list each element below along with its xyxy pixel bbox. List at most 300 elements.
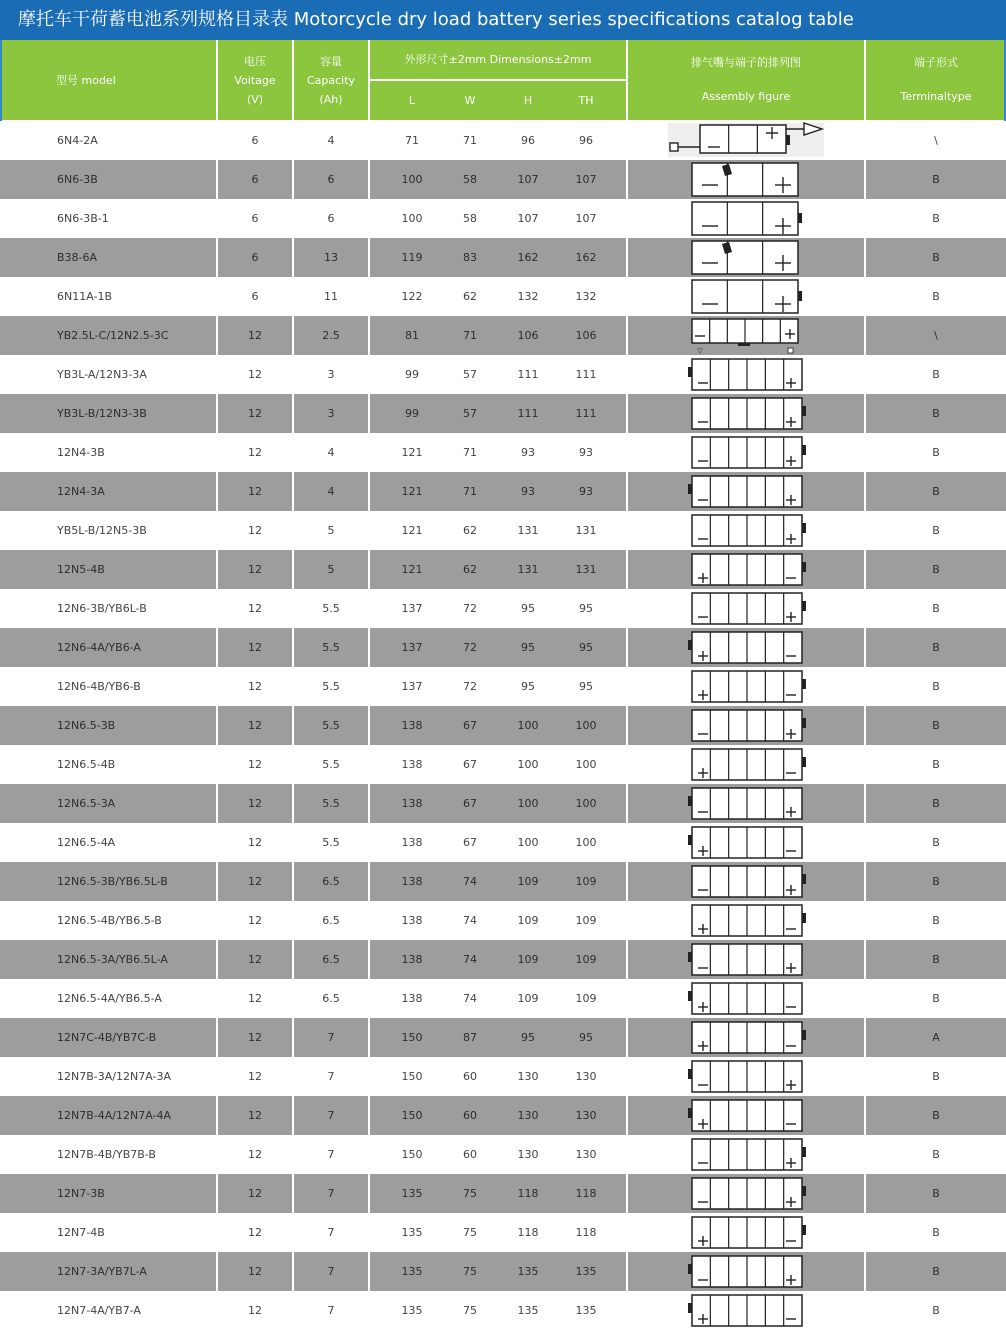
cell-height: 100 (517, 719, 539, 732)
assembly-figure (628, 1213, 864, 1252)
column-divider (292, 1291, 294, 1330)
cell-total-height: 130 (575, 1109, 597, 1122)
cell-length: 121 (401, 485, 423, 498)
cell-length: 122 (401, 290, 423, 303)
assembly-figure-svg (628, 706, 864, 745)
assembly-figure (628, 862, 864, 901)
header-dim-h: H (523, 94, 533, 107)
header-dim-th: TH (578, 94, 594, 107)
column-divider (368, 979, 370, 1018)
cell-terminal: B (932, 251, 940, 264)
cell-model: 12N4-3B (57, 446, 105, 459)
header-terminal-cn: 端子形式 (914, 56, 958, 69)
cell-terminal: B (932, 485, 940, 498)
table-row (0, 1135, 1006, 1174)
column-divider (216, 472, 218, 511)
cell-voltage: 12 (248, 1187, 262, 1200)
cell-length: 137 (401, 602, 423, 615)
column-divider (216, 1252, 218, 1291)
cell-capacity: 6.5 (322, 875, 340, 888)
cell-terminal: B (932, 524, 940, 537)
assembly-figure (628, 160, 864, 199)
cell-capacity: 11 (324, 290, 338, 303)
cell-height: 100 (517, 797, 539, 810)
cell-height: 131 (517, 524, 539, 537)
column-divider (368, 901, 370, 940)
cell-length: 150 (401, 1031, 423, 1044)
table-row (0, 1018, 1006, 1057)
column-divider (864, 1252, 866, 1291)
cell-model: 12N7-4A/YB7-A (57, 1304, 141, 1317)
assembly-figure (628, 1057, 864, 1096)
assembly-figure (628, 277, 864, 316)
column-divider (216, 277, 218, 316)
table-row (0, 706, 1006, 745)
cell-total-height: 131 (575, 524, 597, 537)
column-divider (864, 1018, 866, 1057)
table-row (0, 823, 1006, 862)
column-divider (864, 745, 866, 784)
cell-width: 72 (463, 680, 477, 693)
header-capacity-unit: (Ah) (319, 92, 343, 106)
cell-width: 67 (463, 836, 477, 849)
cell-capacity: 5 (327, 524, 335, 537)
header-voltage-unit: (V) (246, 92, 264, 106)
cell-total-height: 109 (575, 914, 597, 927)
cell-length: 150 (401, 1148, 423, 1161)
column-divider (368, 706, 370, 745)
header-dimensions-label: 外形尺寸±2mm Dimensions±2mm (404, 53, 592, 66)
cell-width: 75 (463, 1226, 477, 1239)
assembly-figure-svg (628, 160, 864, 199)
column-divider (292, 745, 294, 784)
header-dimensions (370, 40, 626, 79)
column-divider (368, 550, 370, 589)
table-row (0, 121, 1006, 160)
column-divider (292, 238, 294, 277)
column-divider (368, 316, 370, 355)
cell-height: 95 (521, 1031, 535, 1044)
column-divider (292, 979, 294, 1018)
cell-height: 118 (517, 1187, 539, 1200)
cell-terminal: B (932, 563, 940, 576)
cell-width: 74 (463, 992, 477, 1005)
column-divider (864, 1135, 866, 1174)
column-divider (292, 1057, 294, 1096)
assembly-figure-svg (628, 121, 864, 160)
cell-capacity: 7 (327, 1187, 335, 1200)
column-divider (292, 394, 294, 433)
cell-total-height: 95 (579, 641, 593, 654)
column-divider (292, 823, 294, 862)
cell-terminal: B (932, 875, 940, 888)
cell-terminal: B (932, 992, 940, 1005)
cell-capacity: 5.5 (322, 641, 340, 654)
cell-width: 75 (463, 1265, 477, 1278)
column-divider (216, 589, 218, 628)
cell-terminal: B (932, 173, 940, 186)
column-divider (292, 472, 294, 511)
assembly-figure (628, 394, 864, 433)
column-divider (368, 1213, 370, 1252)
assembly-figure (628, 979, 864, 1018)
svg-text:▽: ▽ (697, 347, 703, 355)
header-voltage-en: Voitage (234, 73, 276, 87)
table-row (0, 1174, 1006, 1213)
column-divider (216, 667, 218, 706)
cell-terminal: B (932, 446, 940, 459)
cell-height: 118 (517, 1226, 539, 1239)
column-divider (368, 628, 370, 667)
cell-total-height: 131 (575, 563, 597, 576)
cell-voltage: 12 (248, 914, 262, 927)
cell-height: 100 (517, 758, 539, 771)
cell-width: 71 (463, 485, 477, 498)
cell-voltage: 12 (248, 1031, 262, 1044)
assembly-figure (628, 511, 864, 550)
assembly-figure (628, 121, 864, 160)
table-row (0, 940, 1006, 979)
cell-terminal: B (932, 719, 940, 732)
cell-model: 6N11A-1B (57, 290, 113, 303)
assembly-figure-svg (628, 1174, 864, 1213)
cell-model: YB3L-A/12N3-3A (57, 368, 147, 381)
cell-height: 95 (521, 680, 535, 693)
cell-voltage: 12 (248, 446, 262, 459)
cell-width: 72 (463, 602, 477, 615)
column-divider (292, 784, 294, 823)
cell-height: 109 (517, 914, 539, 927)
column-divider (216, 511, 218, 550)
cell-model: 12N6-3B/YB6L-B (57, 602, 147, 615)
column-divider (864, 1291, 866, 1330)
column-divider (216, 238, 218, 277)
cell-capacity: 3 (327, 407, 335, 420)
table-row (0, 316, 1006, 355)
assembly-figure-svg (628, 1252, 864, 1291)
column-divider (368, 355, 370, 394)
cell-width: 75 (463, 1304, 477, 1317)
cell-capacity: 2.5 (322, 329, 340, 342)
table-row (0, 1096, 1006, 1135)
cell-model: 12N4-3A (57, 485, 105, 498)
cell-terminal: B (932, 797, 940, 810)
cell-capacity: 7 (327, 1265, 335, 1278)
column-divider (292, 862, 294, 901)
assembly-figure-svg (628, 238, 864, 277)
assembly-figure-svg (628, 862, 864, 901)
assembly-figure (628, 589, 864, 628)
cell-model: YB2.5L-C/12N2.5-3C (57, 329, 169, 342)
cell-terminal: B (932, 368, 940, 381)
column-divider (368, 199, 370, 238)
assembly-figure (628, 745, 864, 784)
assembly-figure-svg (628, 433, 864, 472)
header-terminal (866, 40, 1006, 120)
column-divider (864, 706, 866, 745)
assembly-figure-svg (628, 355, 864, 394)
column-divider (864, 901, 866, 940)
column-divider (864, 433, 866, 472)
column-divider (864, 472, 866, 511)
header-voltage (218, 40, 292, 120)
cell-total-height: 93 (579, 446, 593, 459)
cell-total-height: 100 (575, 758, 597, 771)
column-divider (864, 667, 866, 706)
cell-width: 71 (463, 329, 477, 342)
column-divider (368, 160, 370, 199)
assembly-figure-svg (628, 784, 864, 823)
cell-voltage: 12 (248, 875, 262, 888)
column-divider (292, 667, 294, 706)
column-divider (864, 160, 866, 199)
header-terminal-en: Terminaltype (900, 90, 972, 103)
column-divider (864, 511, 866, 550)
table-row (0, 472, 1006, 511)
cell-capacity: 4 (327, 446, 335, 459)
header-dim-cols (370, 81, 626, 120)
cell-height: 130 (517, 1148, 539, 1161)
cell-voltage: 12 (248, 368, 262, 381)
column-divider (216, 1096, 218, 1135)
cell-length: 138 (401, 914, 423, 927)
assembly-figure-svg (628, 823, 864, 862)
cell-total-height: 100 (575, 719, 597, 732)
column-divider (368, 433, 370, 472)
cell-voltage: 12 (248, 719, 262, 732)
cell-terminal: B (932, 1226, 940, 1239)
table-row (0, 667, 1006, 706)
column-divider (292, 121, 294, 160)
cell-total-height: 106 (575, 329, 597, 342)
cell-voltage: 6 (251, 290, 259, 303)
cell-length: 150 (401, 1070, 423, 1083)
cell-model: 6N4-2A (57, 134, 98, 147)
cell-total-height: 118 (575, 1226, 597, 1239)
header-model (0, 40, 216, 120)
column-divider (864, 940, 866, 979)
assembly-figure (628, 784, 864, 823)
column-divider (292, 277, 294, 316)
column-divider (368, 121, 370, 160)
column-divider (864, 1057, 866, 1096)
cell-model: 12N7C-4B/YB7C-B (57, 1031, 157, 1044)
table-row (0, 979, 1006, 1018)
cell-model: 12N7-3A/YB7L-A (57, 1265, 147, 1278)
cell-length: 135 (401, 1187, 423, 1200)
cell-model: YB5L-B/12N5-3B (57, 524, 147, 537)
cell-terminal: B (932, 407, 940, 420)
cell-total-height: 132 (575, 290, 597, 303)
cell-length: 138 (401, 719, 423, 732)
cell-total-height: 111 (575, 407, 597, 420)
cell-capacity: 6.5 (322, 953, 340, 966)
cell-terminal: B (932, 914, 940, 927)
cell-model: 12N6.5-4B (57, 758, 116, 771)
cell-voltage: 12 (248, 1265, 262, 1278)
cell-model: 12N6.5-4A/YB6.5-A (57, 992, 162, 1005)
column-divider (864, 979, 866, 1018)
cell-capacity: 5.5 (322, 758, 340, 771)
column-divider (368, 862, 370, 901)
assembly-figure-svg (628, 472, 864, 511)
cell-width: 62 (463, 563, 477, 576)
table-row (0, 628, 1006, 667)
cell-width: 60 (463, 1109, 477, 1122)
column-divider (292, 160, 294, 199)
cell-height: 96 (521, 134, 535, 147)
column-divider (368, 472, 370, 511)
cell-voltage: 12 (248, 953, 262, 966)
assembly-figure-svg (628, 1291, 864, 1330)
cell-voltage: 12 (248, 602, 262, 615)
column-divider (216, 901, 218, 940)
table-header (0, 40, 1006, 120)
cell-capacity: 5.5 (322, 602, 340, 615)
table-row (0, 1252, 1006, 1291)
cell-capacity: 7 (327, 1109, 335, 1122)
column-divider (292, 901, 294, 940)
column-divider (216, 706, 218, 745)
table-row (0, 1291, 1006, 1330)
table-row (0, 745, 1006, 784)
cell-capacity: 5.5 (322, 680, 340, 693)
assembly-figure-svg (628, 589, 864, 628)
column-divider (292, 1252, 294, 1291)
column-divider (292, 199, 294, 238)
header-voltage-cn: 电压 (244, 54, 266, 68)
cell-model: 12N6.5-4B/YB6.5-B (57, 914, 162, 927)
cell-total-height: 93 (579, 485, 593, 498)
cell-width: 75 (463, 1187, 477, 1200)
cell-terminal: B (932, 1070, 940, 1083)
assembly-figure-svg (628, 199, 864, 238)
cell-voltage: 12 (248, 407, 262, 420)
cell-voltage: 12 (248, 992, 262, 1005)
column-divider (216, 316, 218, 355)
cell-total-height: 107 (575, 173, 597, 186)
header-model-label: 型号 model (56, 73, 116, 87)
cell-total-height: 111 (575, 368, 597, 381)
cell-length: 137 (401, 641, 423, 654)
cell-model: B38-6A (57, 251, 98, 264)
table-row (0, 589, 1006, 628)
column-divider (368, 511, 370, 550)
column-divider (864, 550, 866, 589)
cell-width: 67 (463, 758, 477, 771)
column-divider (864, 1174, 866, 1213)
cell-capacity: 6 (327, 212, 335, 225)
column-divider (216, 433, 218, 472)
cell-voltage: 12 (248, 524, 262, 537)
column-divider (368, 1252, 370, 1291)
assembly-figure (628, 1135, 864, 1174)
column-divider (292, 1135, 294, 1174)
column-divider (368, 589, 370, 628)
column-divider (216, 199, 218, 238)
assembly-figure-svg (628, 1213, 864, 1252)
cell-length: 135 (401, 1265, 423, 1278)
cell-length: 150 (401, 1109, 423, 1122)
column-divider (368, 667, 370, 706)
cell-total-height: 100 (575, 836, 597, 849)
column-divider (216, 160, 218, 199)
cell-height: 162 (517, 251, 539, 264)
assembly-figure-svg (628, 394, 864, 433)
column-divider (216, 355, 218, 394)
column-divider (368, 1291, 370, 1330)
header-assembly-cn: 排气嘴与端子的排列图 (691, 56, 801, 69)
table-row (0, 550, 1006, 589)
cell-voltage: 12 (248, 680, 262, 693)
cell-height: 109 (517, 953, 539, 966)
column-divider (368, 784, 370, 823)
cell-width: 71 (463, 134, 477, 147)
column-divider (292, 628, 294, 667)
cell-capacity: 3 (327, 368, 335, 381)
header-assembly (628, 40, 864, 120)
cell-length: 138 (401, 758, 423, 771)
cell-voltage: 12 (248, 836, 262, 849)
assembly-figure-svg (628, 901, 864, 940)
column-divider (368, 1135, 370, 1174)
column-divider (216, 394, 218, 433)
assembly-figure (628, 1174, 864, 1213)
cell-height: 107 (517, 212, 539, 225)
table-row (0, 355, 1006, 394)
cell-total-height: 95 (579, 602, 593, 615)
cell-capacity: 5.5 (322, 836, 340, 849)
column-divider (368, 1174, 370, 1213)
cell-width: 58 (463, 173, 477, 186)
cell-total-height: 96 (579, 134, 593, 147)
cell-capacity: 6 (327, 173, 335, 186)
cell-width: 58 (463, 212, 477, 225)
assembly-figure-svg (628, 316, 864, 355)
cell-voltage: 12 (248, 485, 262, 498)
cell-length: 137 (401, 680, 423, 693)
cell-height: 95 (521, 641, 535, 654)
column-divider (368, 238, 370, 277)
cell-height: 106 (517, 329, 539, 342)
cell-total-height: 109 (575, 875, 597, 888)
assembly-figure (628, 1018, 864, 1057)
cell-capacity: 7 (327, 1031, 335, 1044)
cell-height: 109 (517, 875, 539, 888)
table-row (0, 160, 1006, 199)
cell-total-height: 130 (575, 1070, 597, 1083)
column-divider (216, 1291, 218, 1330)
cell-total-height: 135 (575, 1265, 597, 1278)
cell-width: 62 (463, 290, 477, 303)
table-row (0, 862, 1006, 901)
table-row (0, 277, 1006, 316)
assembly-figure-svg (628, 979, 864, 1018)
assembly-figure (628, 355, 864, 394)
assembly-figure-svg (628, 1096, 864, 1135)
cell-length: 138 (401, 992, 423, 1005)
cell-length: 99 (405, 368, 419, 381)
cell-capacity: 7 (327, 1226, 335, 1239)
cell-length: 138 (401, 953, 423, 966)
cell-terminal: B (932, 1148, 940, 1161)
cell-capacity: 13 (324, 251, 338, 264)
cell-total-height: 109 (575, 953, 597, 966)
assembly-figure (628, 823, 864, 862)
column-divider (368, 277, 370, 316)
cell-width: 57 (463, 407, 477, 420)
table-row (0, 199, 1006, 238)
